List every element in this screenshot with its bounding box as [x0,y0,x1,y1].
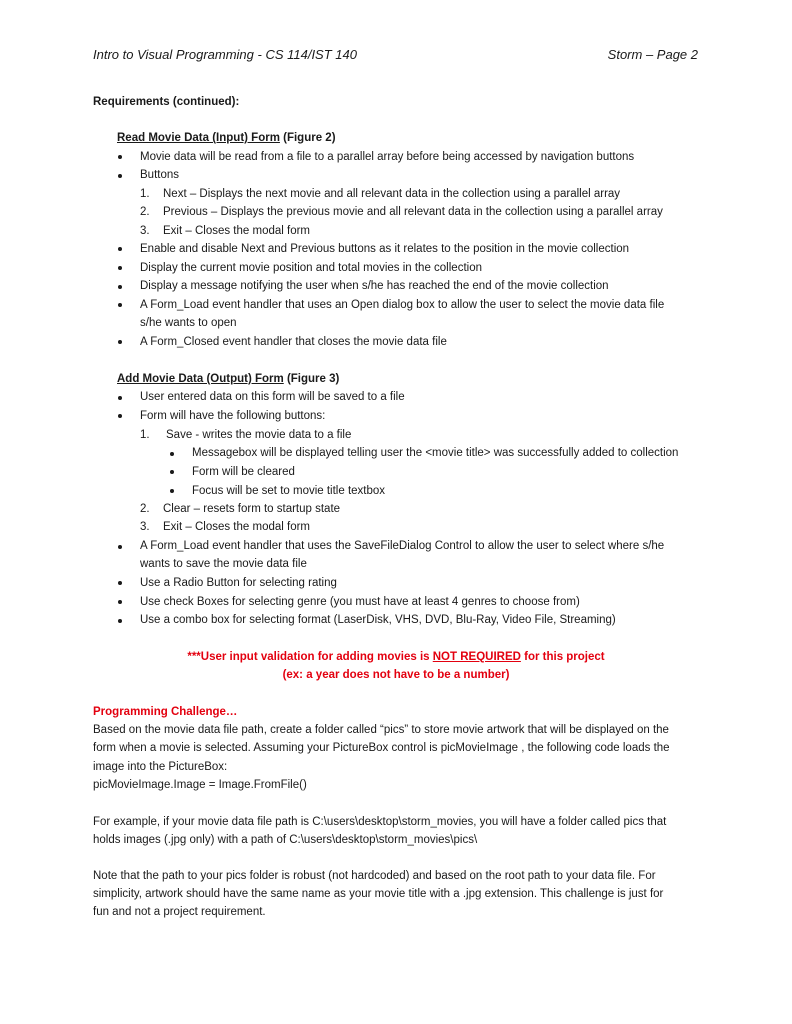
bullet-icon [118,619,122,623]
paragraph-line: image into the PictureBox: [93,761,228,773]
header-course-title: Intro to Visual Programming - CS 114/IST 140 [93,47,357,62]
sub-list-item: Messagebox will be displayed telling user the <movie title> was successfully added to collection [192,447,679,459]
list-item: Display a message notifying the user when s/he has reached the end of the movie collection [140,280,609,292]
bullet-icon [170,470,174,474]
list-item: Enable and disable Next and Previous buttons as it relates to the position in the movie collection [140,243,630,255]
paragraph-line: For example, if your movie data file path is C:\users\desktop\storm_movies, you will have a folder called pics that [93,816,667,828]
requirements-heading: Requirements (continued): [93,96,240,108]
read-section-title-text: Read Movie Data (Input) Form [117,132,280,144]
list-number: 1. [140,188,150,200]
bullet-icon [170,452,174,456]
list-item: A Form_Closed event handler that closes the movie data file [140,336,447,348]
bullet-icon [118,266,122,270]
paragraph-line: Based on the movie data file path, create a folder called “pics” to store movie artwork that will be displayed on the [93,724,669,736]
list-number: 3. [140,521,150,533]
paragraph-line: form when a movie is selected. Assuming your PictureBox control is picMovieImage , the following code loads the [93,742,670,754]
bullet-icon [118,155,122,159]
list-item: Display the current movie position and total movies in the collection [140,262,482,274]
code-line: picMovieImage.Image = Image.FromFile() [93,779,307,791]
list-item-continuation: s/he wants to open [140,317,237,329]
list-number: 2. [140,206,150,218]
bullet-icon [118,247,122,251]
numbered-item: Exit – Closes the modal form [163,521,311,533]
list-item: User entered data on this form will be saved to a file [140,391,405,403]
paragraph-line: fun and not a project requirement. [93,906,266,918]
bullet-icon [118,340,122,344]
challenge-heading: Programming Challenge… [93,706,238,718]
numbered-item: Save - writes the movie data to a file [166,429,352,441]
list-number: 3. [140,225,150,237]
bullet-icon [118,600,122,604]
add-section-title [117,372,339,386]
paragraph-line: Note that the path to your pics folder is robust (not hardcoded) and based on the root path to your data file. For [93,870,656,882]
bullet-icon [118,174,122,178]
list-item: Movie data will be read from a file to a parallel array before being accessed by navigation buttons [140,151,635,163]
validation-note-line1 [0,650,792,664]
bullet-icon [118,581,122,585]
bullet-icon [118,285,122,289]
add-section-figure: (Figure 3) [283,373,340,385]
list-item: A Form_Load event handler that uses an Open dialog box to allow the user to select the movie data file [140,299,665,311]
bullet-icon [118,414,122,418]
list-item: Use a Radio Button for selecting rating [140,577,337,589]
numbered-item: Next – Displays the next movie and all relevant data in the collection using a parallel array [163,188,621,200]
numbered-item: Clear – resets form to startup state [163,503,341,515]
validation-note-emphasis: NOT REQUIRED [432,651,521,663]
list-item: Use check Boxes for selecting genre (you must have at least 4 genres to choose from) [140,596,580,608]
validation-note-text-end: for this project [520,651,605,663]
bullet-icon [118,303,122,307]
bullet-icon [118,396,122,400]
list-item-continuation: wants to save the movie data file [140,558,307,570]
list-item: Use a combo box for selecting format (LaserDisk, VHS, DVD, Blu-Ray, Video File, Streaming) [140,614,616,626]
sub-list-item: Form will be cleared [192,466,295,478]
bullet-icon [118,545,122,549]
add-section-title-text: Add Movie Data (Output) Form [117,373,284,385]
paragraph-line: holds images (.jpg only) with a path of C:\users\desktop\storm_movies\pics\ [93,834,478,846]
read-section-title [117,131,336,145]
read-section-figure: (Figure 2) [279,132,336,144]
validation-note-text: ***User input validation for adding movies is [187,651,433,663]
list-number: 1. [140,429,150,441]
numbered-item: Exit – Closes the modal form [163,225,311,237]
header-page-label: Storm – Page 2 [607,47,698,62]
list-item: Buttons [140,169,179,181]
numbered-item: Previous – Displays the previous movie and all relevant data in the collection using a parallel array [163,206,663,218]
validation-note-line2: (ex: a year does not have to be a number) [282,669,510,681]
list-number: 2. [140,503,150,515]
bullet-icon [170,489,174,493]
list-item: A Form_Load event handler that uses the SaveFileDialog Control to allow the user to select where s/he [140,540,665,552]
sub-list-item: Focus will be set to movie title textbox [192,485,386,497]
paragraph-line: simplicity, artwork should have the same name as your movie title with a .jpg extension. This challenge is just for [93,888,664,900]
list-item: Form will have the following buttons: [140,410,326,422]
